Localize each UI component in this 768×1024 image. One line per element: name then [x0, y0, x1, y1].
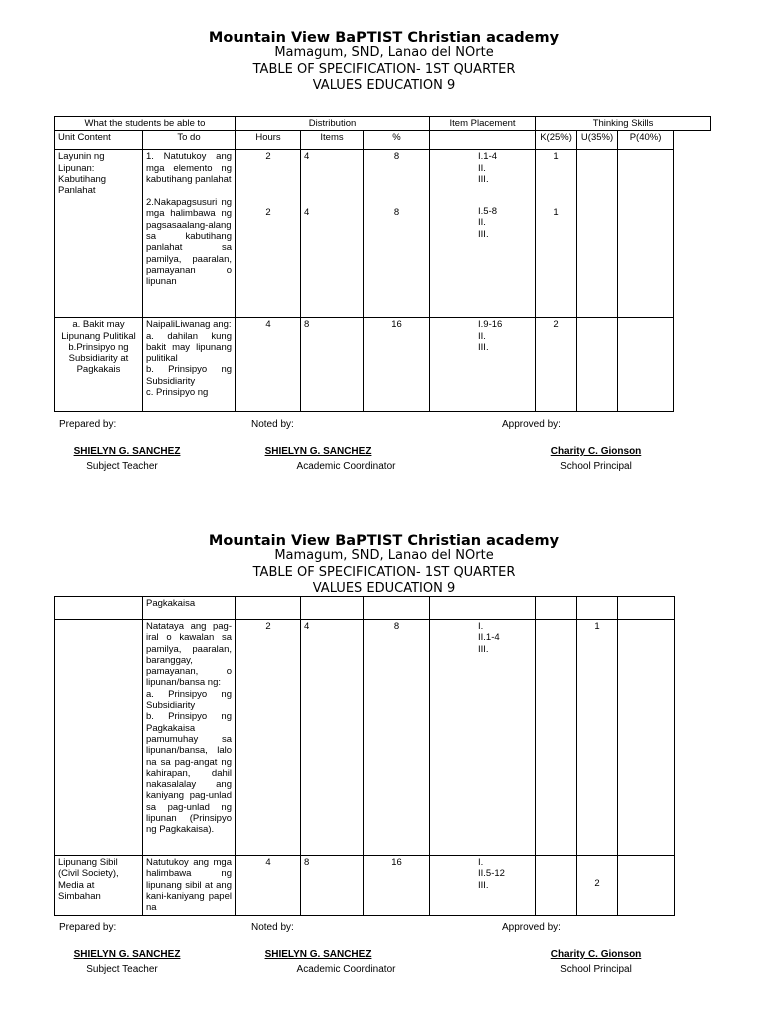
- header-distribution: Distribution: [236, 117, 430, 131]
- item-placement-cell: [430, 150, 536, 318]
- objective-cell: Pagkakaisa: [143, 597, 236, 620]
- percent-cell: [364, 150, 430, 318]
- specification-table: [54, 116, 711, 412]
- item-placement-cell: I.9-16 II. III.: [430, 318, 536, 412]
- k-value: 1: [553, 151, 559, 163]
- hours-value: 2: [265, 206, 271, 218]
- k-cell: [536, 150, 577, 318]
- specification-table: [54, 596, 675, 916]
- item-placement-cell: I. II.5-12 III.: [430, 856, 536, 916]
- u-cell: [577, 856, 618, 916]
- header-k: K(25%): [536, 131, 577, 150]
- objective-cell: Natutukoy ang mga halimbawa ng lipunang sibil at ang kani-kaniyang papel na: [143, 856, 236, 916]
- placement-value: I.1-4 II. III.: [478, 151, 498, 185]
- approved-by-label: Approved by:: [502, 419, 561, 430]
- table-row: [55, 318, 711, 412]
- hours-cell: 4: [236, 856, 301, 916]
- school-address: Mamagum, SND, Lanao del NOrte: [274, 548, 494, 563]
- percent-cell: 16: [364, 318, 430, 412]
- noted-by-label: Noted by:: [251, 419, 294, 430]
- table-row: [55, 856, 675, 916]
- principal-role: School Principal: [560, 461, 632, 472]
- k-value: 1: [553, 206, 559, 218]
- teacher-role: Subject Teacher: [86, 461, 158, 472]
- percent-value: 8: [393, 151, 400, 163]
- coordinator-name: SHIELYN G. SANCHEZ: [264, 949, 372, 960]
- percent-cell: 8: [364, 620, 430, 856]
- table-row: [55, 150, 711, 318]
- header-percent: %: [364, 131, 430, 150]
- approved-by-label: Approved by:: [502, 922, 561, 933]
- document-title: TABLE OF SPECIFICATION- 1ST QUARTER: [252, 565, 516, 580]
- table-row: [55, 597, 675, 620]
- unit-content-cell: Lipunang Sibil (Civil Society), Media at Simbahan: [55, 856, 143, 916]
- header-u: U(35%): [577, 131, 618, 150]
- header-thinking-skills: Thinking Skills: [536, 117, 711, 131]
- items-cell: [301, 150, 364, 318]
- u-value: 2: [594, 878, 600, 889]
- items-cell: 8: [301, 318, 364, 412]
- unit-content-cell: a. Bakit may Lipunang Pulitikal b.Prinsipyo ng Subsidiarity at Pagkakais: [55, 318, 143, 412]
- principal-name: Charity C. Gionson: [550, 446, 642, 457]
- hours-cell: [236, 150, 301, 318]
- items-cell: 4: [301, 620, 364, 856]
- hours-cell: 2: [236, 620, 301, 856]
- teacher-name: SHIELYN G. SANCHEZ: [73, 446, 181, 457]
- hours-cell: 4: [236, 318, 301, 412]
- prepared-by-label: Prepared by:: [59, 419, 117, 430]
- noted-by-label: Noted by:: [251, 922, 294, 933]
- header-to-do: To do: [143, 131, 236, 150]
- objective-2: 2.Nakapagsusuri ng mga halimbawa ng pagsasaalang-alang sa kabutihang panlahat sa pamilya, paaralan, pamayanan o lipunan: [146, 197, 233, 288]
- percent-value: 8: [393, 206, 400, 218]
- coordinator-role: Academic Coordinator: [296, 964, 396, 975]
- prepared-by-label: Prepared by:: [59, 922, 117, 933]
- item-placement-cell: I. II.1-4 III.: [430, 620, 536, 856]
- coordinator-name: SHIELYN G. SANCHEZ: [264, 446, 372, 457]
- items-value: 4: [304, 151, 310, 163]
- header-hours: Hours: [236, 131, 301, 150]
- u-cell: 1: [577, 620, 618, 856]
- k-cell: 2: [536, 318, 577, 412]
- objective-cell: [143, 150, 236, 318]
- coordinator-role: Academic Coordinator: [296, 461, 396, 472]
- teacher-name: SHIELYN G. SANCHEZ: [73, 949, 181, 960]
- placement-value: I.5-8 II. III.: [478, 206, 498, 240]
- unit-content-cell: Layunin ng Lipunan: Kabutihang Panlahat: [55, 150, 143, 318]
- document-title: TABLE OF SPECIFICATION- 1ST QUARTER: [252, 62, 516, 77]
- table-row: [55, 620, 675, 856]
- header-item-placement: Item Placement: [430, 117, 536, 131]
- subject-title: VALUES EDUCATION 9: [312, 581, 456, 596]
- principal-role: School Principal: [560, 964, 632, 975]
- header-items: Items: [301, 131, 364, 150]
- header-p: P(40%): [618, 131, 674, 150]
- percent-cell: 16: [364, 856, 430, 916]
- school-address: Mamagum, SND, Lanao del NOrte: [274, 45, 494, 60]
- teacher-role: Subject Teacher: [86, 964, 158, 975]
- items-value: 4: [304, 206, 310, 218]
- header-students-able: What the students be able to: [55, 117, 236, 131]
- school-name: Mountain View BaPTIST Christian academy: [208, 30, 560, 46]
- principal-name: Charity C. Gionson: [550, 949, 642, 960]
- objective-1: 1. Natutukoy ang mga elemento ng kabutihang panlahat: [146, 151, 233, 185]
- objective-cell: Natataya ang pag-iral o kawalan sa pamilya, paaralan, baranggay, pamayanan, o lipunan/bansa ng: a. Prinsipyo ng Subsidiarity b. Prinsipyo ng Pagkakaisa pamumuhay sa lipunan/bansa, lalo na sa pag-angat ng kahirapan, dahil nakasalalay ang kaniyang pag-unlad sa pag-unlad ng lipunan (Prinsipyo ng Pagkakaisa).: [143, 620, 236, 856]
- header-unit-content: Unit Content: [55, 131, 143, 150]
- objective-cell: NaipaliLiwanag ang: a. dahilan kung bakit may lipunang pulitikal b. Prinsipyo ng Subsidiarity c. Prinsipyo ng: [143, 318, 236, 412]
- school-name: Mountain View BaPTIST Christian academy: [208, 533, 560, 549]
- items-cell: 8: [301, 856, 364, 916]
- hours-value: 2: [265, 151, 271, 163]
- subject-title: VALUES EDUCATION 9: [312, 78, 456, 93]
